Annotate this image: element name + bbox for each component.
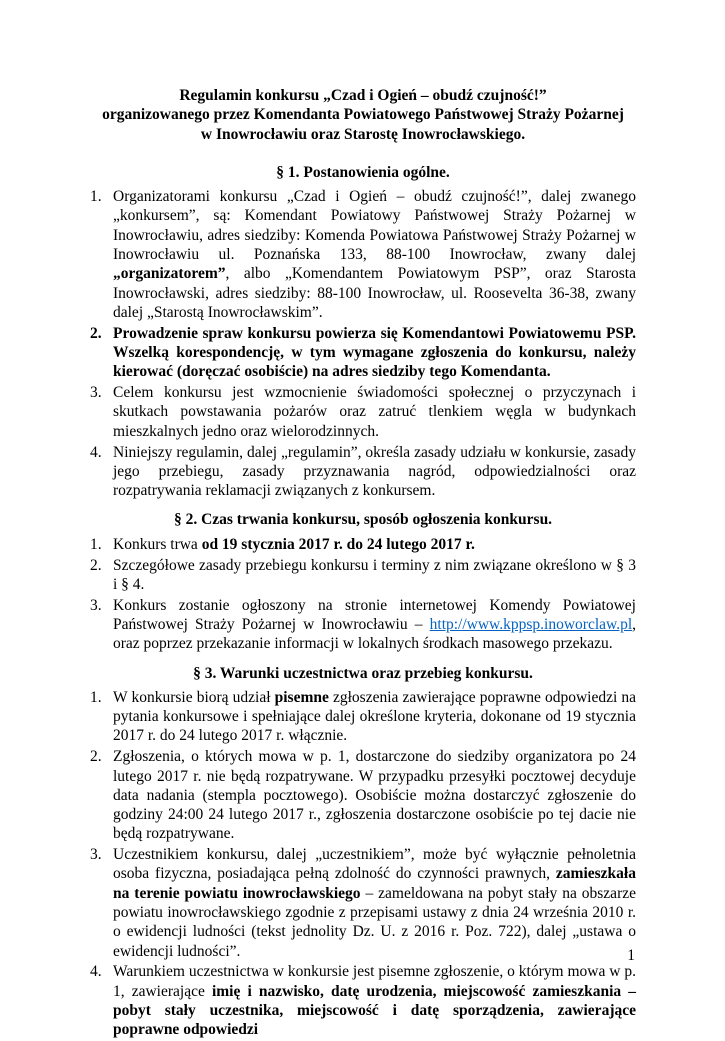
list-item [90, 187, 636, 322]
document-title [90, 86, 636, 144]
list-item [90, 443, 636, 501]
list-item [90, 596, 636, 654]
list-number: 3. [90, 846, 102, 864]
text: Szczegółowe zasady przebiegu konkursu i terminy z nim związane określono w § 3 i § 4. [113, 556, 636, 593]
section-heading: § 3. Warunki uczestnictwa oraz przebieg konkursu. [193, 664, 533, 682]
page-number: 1 [627, 947, 635, 964]
list-number: 4. [90, 443, 102, 461]
text: Warunkiem uczestnictwa w konkursie jest pisemne zgłoszenie, o którym mowa w p. 1, zawierające [113, 963, 636, 1000]
title-line: Regulamin konkursu „Czad i Ogień – obudź czujność!” [179, 87, 547, 104]
list-item [90, 383, 636, 441]
section-list [90, 688, 636, 1040]
section-1 [90, 163, 636, 501]
list-number: 1. [90, 688, 102, 706]
text: Zgłoszenia, o których mowa w p. 1, dostarczone do siedziby organizatora po 24 lutego 2017 r. nie będą rozpatrywane. W przypadku przesyłki pocztowej decyduje data nadania (stempla pocztowego). Osobiście można dostarczyć zgłoszenie do godziny 24:00 24 lutego 2017 r., zgłoszenia dostarczone osobiście po tej dacie nie będą rozpatrywane. [113, 748, 636, 843]
text: Niniejszy regulamin, dalej „regulamin”, określa zasady udziału w konkursie, zasady jego przebiegu, zasady przyznawania nagród, odpowiedzialności oraz rozpatrywania reklamacji związanych z konkursem. [113, 443, 636, 500]
list-item [90, 324, 636, 382]
list-number: 2. [90, 748, 102, 766]
document-body [90, 163, 636, 1040]
text: zgłoszenia zawierające poprawne odpowiedzi na pytania konkursowe i spełniające dalej określone kryteria, dokonane od 19 stycznia 2017 r. do 24 lutego 2017 r. włącznie. [113, 688, 636, 745]
bold-text: zamieszkała na terenie powiatu inowrocławskiego [113, 865, 636, 902]
text: , oraz poprzez przekazanie informacji w lokalnych środkach masowego przekazu. [113, 615, 636, 653]
bold-text: od 19 stycznia 2017 r. do 24 lutego 2017 r. [201, 535, 475, 553]
section-list [90, 187, 636, 500]
list-item [90, 845, 636, 961]
text: Konkurs zostanie ogłoszony na stronie internetowej Komendy Powiatowej Państwowej Straży Pożarnej w Inowrocławiu – [113, 596, 636, 633]
text: , albo „Komendantem Powiatowym PSP”, oraz Starosta Inowrocławski, adres siedziby: 88-100 Inowrocław, ul. Roosevelta 36-38, zwany dalej „Starostą Inowrocławskim”. [113, 265, 636, 321]
title-line: organizowanego przez Komendanta Powiatowego Państwowej Straży Pożarnej [102, 106, 624, 124]
text: Celem konkursu jest wzmocnienie świadomości społecznej o przyczynach i skutkach powstawania pożarów oraz zatruć tlenkiem węgla w budynkach mieszkalnych jedno oraz wielorodzinnych. [113, 384, 636, 440]
bold-text: imię i nazwisko, datę urodzenia, miejscowość zamieszkania – pobyt stały uczestnika, miejscowość i datę sporządzenia, zawierające poprawne odpowiedzi [113, 982, 636, 1039]
bold-text: Prowadzenie spraw konkursu powierza się Komendantowi Powiatowemu PSP. Wszelką korespondencję, w tym wymagane zgłoszenia do konkursu, należy kierować (doręczać osobiście) na adres siedziby tego Komendanta. [113, 324, 636, 381]
list-item [90, 962, 636, 1039]
list-item [90, 688, 636, 746]
list-number: 3. [90, 596, 102, 614]
text: – zameldowana na pobyt stały na obszarze powiatu inowrocławskiego zgodnie z przepisami ustawy z dnia 24 września 2010 r. o ewidencji ludności (tekst jednolity Dz. U. z 2016 r. Poz. 722), dalej „ustawa o ewidencji ludności”. [113, 884, 636, 960]
text: Organizatorami konkursu „Czad i Ogień – obudź czujność!”, dalej zwanego „konkursem”, są: Komendant Powiatowy Państwowej Straży Pożarnej w Inowrocławiu, adres siedziby: Komenda Powiatowa Państwowej Straży Pożarnej w Inowrocławiu ul. Poznańska 133, 88-100 Inowrocław, zwany dalej [113, 188, 636, 264]
list-item [90, 747, 636, 843]
section-heading: § 1. Postanowienia ogólne. [276, 163, 450, 181]
bold-text: pisemne [274, 688, 329, 706]
list-item [90, 556, 636, 595]
bold-text: „organizatorem” [113, 265, 226, 283]
section-heading: § 2. Czas trwania konkursu, sposób ogłoszenia konkursu. [173, 511, 553, 529]
section-list [90, 535, 636, 654]
list-number: 4. [90, 963, 102, 981]
list-number: 2. [90, 324, 102, 342]
website-link[interactable]: http://www.kppsp.inoworclaw.pl [429, 615, 633, 633]
text: Uczestnikiem konkursu, dalej „uczestnikiem”, może być wyłącznie pełnoletnia osoba fizyczna, posiadająca pełną zdolność do czynności prawnych, [113, 846, 636, 883]
section-3 [90, 664, 636, 1040]
list-number: 1. [90, 188, 102, 206]
title-line: w Inowrocławiu oraz Starostę Inowrocławskiego. [200, 125, 526, 143]
list-item [90, 535, 636, 554]
list-number: 3. [90, 384, 102, 402]
text: W konkursie biorą udział [113, 688, 275, 706]
list-number: 2. [90, 556, 102, 574]
text: Konkurs trwa [113, 535, 202, 553]
list-number: 1. [90, 535, 102, 553]
section-2 [90, 510, 636, 653]
document-page [90, 86, 636, 1041]
